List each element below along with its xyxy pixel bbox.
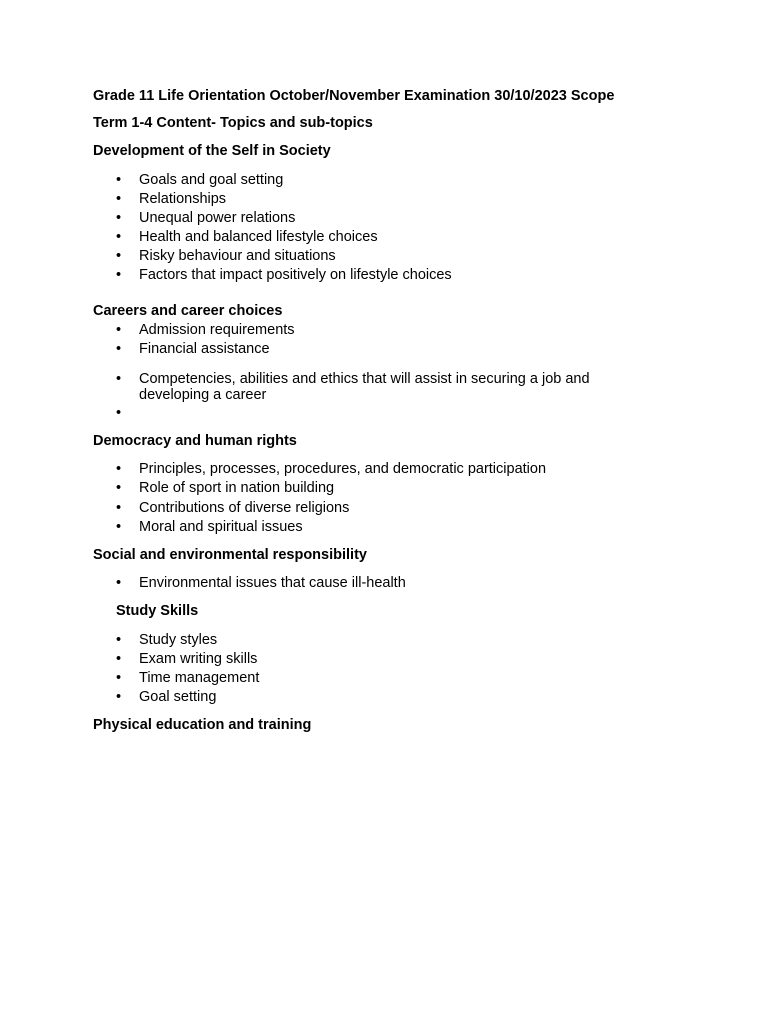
list-item: Health and balanced lifestyle choices [139, 229, 378, 245]
bullet-marker: • [116, 341, 122, 357]
document-subtitle: Term 1-4 Content- Topics and sub-topics [93, 115, 373, 131]
bullet-marker: • [116, 210, 122, 226]
bullet-marker: • [116, 632, 122, 648]
list-item: Role of sport in nation building [139, 480, 335, 496]
section-heading-social-environmental: Social and environmental responsibility [93, 547, 367, 563]
bullet-marker: • [116, 229, 122, 245]
bullet-marker: • [116, 371, 122, 387]
section-heading-study-skills: Study Skills [116, 603, 199, 619]
bullet-marker: • [116, 689, 122, 705]
list-item: Environmental issues that cause ill-health [139, 575, 406, 591]
list-item: Time management [139, 670, 260, 686]
list-item: Contributions of diverse religions [139, 500, 350, 516]
list-item: Factors that impact positively on lifestyle choices [139, 267, 452, 283]
list-item: Unequal power relations [139, 210, 296, 226]
bullet-marker: • [116, 500, 122, 516]
list-item: Admission requirements [139, 322, 295, 338]
bullet-marker: • [116, 322, 122, 338]
bullet-marker: • [116, 405, 122, 421]
bullet-marker: • [116, 519, 122, 535]
document-title: Grade 11 Life Orientation October/November Examination 30/10/2023 Scope [93, 88, 615, 104]
section-heading-careers: Careers and career choices [93, 303, 283, 319]
bullet-marker: • [116, 248, 122, 264]
list-item: Goals and goal setting [139, 172, 284, 188]
list-item: Moral and spiritual issues [139, 519, 303, 535]
bullet-marker: • [116, 461, 122, 477]
list-item: Goal setting [139, 689, 217, 705]
list-item: Financial assistance [139, 341, 270, 357]
bullet-marker: • [116, 480, 122, 496]
bullet-marker: • [116, 575, 122, 591]
section-heading-development-self: Development of the Self in Society [93, 143, 331, 159]
section-heading-democracy: Democracy and human rights [93, 433, 297, 449]
bullet-marker: • [116, 191, 122, 207]
list-item: Study styles [139, 632, 218, 648]
list-item: Relationships [139, 191, 227, 207]
list-item: Risky behaviour and situations [139, 248, 336, 264]
section-heading-physical-education: Physical education and training [93, 717, 312, 733]
bullet-marker: • [116, 172, 122, 188]
list-item: Competencies, abilities and ethics that will assist in securing a job and developing a career [139, 371, 590, 403]
list-item: Exam writing skills [139, 651, 258, 667]
list-item: Principles, processes, procedures, and democratic participation [139, 461, 547, 477]
bullet-marker: • [116, 651, 122, 667]
bullet-marker: • [116, 670, 122, 686]
bullet-marker: • [116, 267, 122, 283]
